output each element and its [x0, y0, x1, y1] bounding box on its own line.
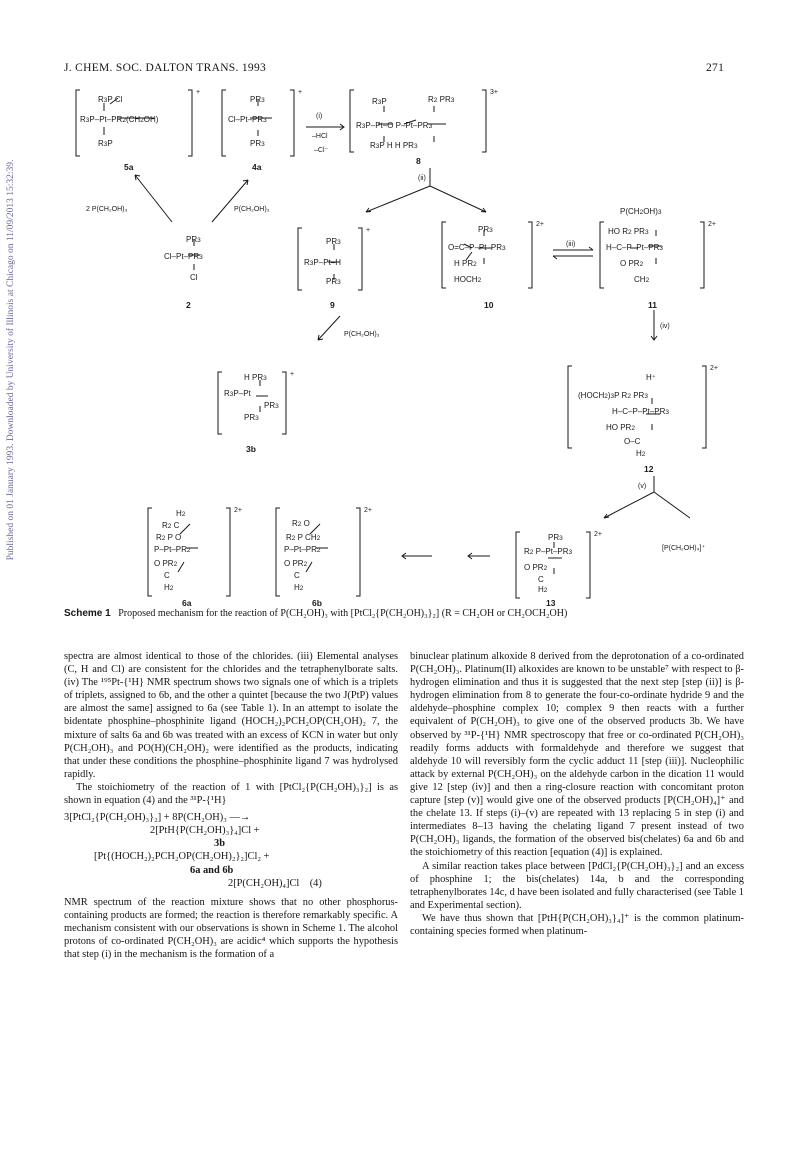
- compound-label-9: 9: [330, 300, 335, 310]
- svg-text:R2 P CH2: R2 P CH2: [286, 533, 321, 542]
- compound-label-5a: 5a: [124, 162, 134, 172]
- step-i-minus-hcl: –HCl: [312, 133, 328, 140]
- svg-text:H PR3: H PR3: [244, 373, 267, 382]
- svg-text:+: +: [290, 371, 295, 378]
- equation-number: (4): [309, 877, 322, 889]
- svg-text:R3P–Pt–O P–Pt–PR3: R3P–Pt–O P–Pt–PR3: [356, 121, 433, 130]
- svg-text:O–C: O–C: [624, 437, 641, 446]
- equation-4: [64, 811, 398, 890]
- caption-text: Proposed mechanism for the reaction of P(CH₂OH)₃ with [PtCl₂{P(CH₂OH)₃}₂] (R = CH₂OH or CH₂OCH₂OH): [118, 608, 568, 619]
- svg-text:2+: 2+: [708, 221, 716, 228]
- svg-text:PR3: PR3: [244, 413, 259, 422]
- svg-text:P(CH2OH)3: P(CH2OH)3: [620, 207, 662, 216]
- step-iii-label: (iii): [566, 241, 576, 248]
- svg-text:R2 O: R2 O: [292, 519, 310, 528]
- paragraph: We have thus shown that [PtH{P(CH₂OH)₃}₄]⁺ is the common platinum-containing species formed when platinum-: [410, 912, 744, 937]
- download-notice-text: Published on 01 January 1993. Downloaded by University of Illinois at Chicago on 11/09/2013 15:32:39.: [6, 159, 16, 561]
- compound-label-3b: 3b: [246, 444, 256, 454]
- svg-text:Cl: Cl: [190, 273, 198, 282]
- equation-label: 6a and 6b: [190, 864, 234, 876]
- structure-labels: [80, 89, 718, 594]
- svg-text:H2: H2: [294, 583, 304, 592]
- svg-text:R2 PR3: R2 PR3: [428, 95, 455, 104]
- svg-text:O PR2: O PR2: [284, 559, 308, 568]
- svg-text:O PR2: O PR2: [154, 559, 178, 568]
- svg-text:PR3: PR3: [250, 139, 265, 148]
- caption-label: Scheme 1: [64, 608, 111, 619]
- svg-text:PR3: PR3: [478, 225, 493, 234]
- svg-text:O=C–P–Pt–PR3: O=C–P–Pt–PR3: [448, 243, 506, 252]
- equation-label: 3b: [214, 838, 225, 850]
- paragraph: A similar reaction takes place between [PdCl₂{P(CH₂OH)₃}₂] and an excess of phosphine 1; the bis(chelates) 14a, b and the corresponding tetraphenylborates 14c, d have been isolated and fully characterised (see Table 1 and Experimental section).: [410, 860, 744, 911]
- svg-text:PR3: PR3: [326, 237, 341, 246]
- svg-text:H PR2: H PR2: [454, 259, 477, 268]
- compound-label-4a: 4a: [252, 162, 262, 172]
- svg-text:HO PR2: HO PR2: [606, 423, 635, 432]
- equation-line: [Pt{(HOCH₂)₂PCH₂OP(CH₂OH)₂}₂]Cl₂ +: [94, 851, 270, 863]
- svg-text:H2: H2: [176, 509, 186, 518]
- svg-text:2+: 2+: [364, 507, 372, 514]
- compound-numbers: [124, 156, 657, 608]
- right-column: [410, 650, 744, 938]
- svg-text:PR3: PR3: [250, 95, 265, 104]
- step-ii-label: (ii): [418, 175, 426, 182]
- svg-text:R3P Cl: R3P Cl: [98, 95, 123, 104]
- svg-text:R3P H H PR3: R3P H H PR3: [370, 141, 418, 150]
- svg-text:R2 P–Pt–PR3: R2 P–Pt–PR3: [524, 547, 573, 556]
- phosphine-reagent-9: P(CH₂OH)₃: [344, 331, 380, 338]
- svg-text:R3P: R3P: [372, 97, 387, 106]
- svg-text:R2 C: R2 C: [162, 521, 180, 530]
- svg-text:+: +: [298, 89, 303, 96]
- svg-text:Cl–Pt–PR3: Cl–Pt–PR3: [164, 252, 203, 261]
- svg-text:H2: H2: [164, 583, 174, 592]
- svg-text:HOCH2: HOCH2: [454, 275, 482, 284]
- phosphine-reagent: P(CH₂OH)₃: [234, 206, 270, 213]
- svg-text:R3P–Pt–PR2(CH2OH): R3P–Pt–PR2(CH2OH): [80, 115, 159, 124]
- left-column: [64, 650, 398, 961]
- svg-text:P–Pt–PR2: P–Pt–PR2: [154, 545, 191, 554]
- paragraph: spectra are almost identical to those of the chlorides. (iii) Elemental analyses (C, H and Cl) are consistent for the chlorides and the tetraphenylborate salts. (iv) The ¹⁹⁵Pt-{¹H} NMR spectrum shows two signals one of which is a triplets of triplets, assigned to 6b, and the other a quintet [because the two J(PtP) values are almost the same] assigned to 6a (see Table 1). In an attempt to isolate the bidentate phosphine–phosphinite ligand (HOCH₂)₂PCH₂OP(CH₂OH)₂ 7, the mixture of salts 6a and 6b was treated with an excess of KCN in water but only P(CH₂OH)₃ and PO(H)(CH₂OH)₂ were identified as the products, indicating that under these conditions the phosphine–phosphinite ligand 7 was hydrolysed rapidly.: [64, 651, 398, 780]
- step-v-label: (v): [638, 483, 647, 490]
- compound-label-10: 10: [484, 300, 494, 310]
- svg-text:O PR2: O PR2: [620, 259, 644, 268]
- compound-label-11: 11: [648, 300, 657, 310]
- svg-text:O PR2: O PR2: [524, 563, 548, 572]
- svg-text:CH2: CH2: [634, 275, 650, 284]
- svg-text:H2: H2: [538, 585, 548, 594]
- compound-label-2: 2: [186, 300, 191, 310]
- reagent-labels: [86, 113, 705, 552]
- svg-text:R2 P O: R2 P O: [156, 533, 182, 542]
- svg-text:3+: 3+: [490, 89, 498, 96]
- svg-text:P–Pt–PR2: P–Pt–PR2: [284, 545, 321, 554]
- compound-label-6b: 6b: [312, 598, 322, 608]
- svg-text:H–C–P–Pt–PR3: H–C–P–Pt–PR3: [612, 407, 669, 416]
- paragraph: The stoichiometry of the reaction of 1 with [PtCl₂{P(CH₂OH)₃}₂] is as shown in equation (4) and the ³¹P-{¹H}: [64, 781, 398, 807]
- svg-text:H2: H2: [636, 449, 646, 458]
- svg-text:2+: 2+: [234, 507, 242, 514]
- svg-text:PR3: PR3: [548, 533, 563, 542]
- step-i-minus-cl: –Cl⁻: [314, 147, 329, 154]
- svg-text:R3P: R3P: [98, 139, 113, 148]
- svg-text:H–C–P–Pt–PR3: H–C–P–Pt–PR3: [606, 243, 663, 252]
- equation-line: 3[PtCl₂{P(CH₂OH)₃}₂] + 8P(CH₂OH)₃ —→: [64, 812, 251, 824]
- paragraph: binuclear platinum alkoxide 8 derived from the deprotonation of a co-ordinated P(CH₂OH)₃. Platinum(II) alkoxides are known to be unstable⁷ with respect to β-hydrogen elimination and thus it is suggested that the next step [step (ii)] is β-hydrogen elimination from 8 to generate the four-co-ordinate hydride 9 and the aldehyde–phosphine complex 10; complex 9 then reacts with a further equivalent of P(CH₂OH)₃ to give one of the observed products 3b. We have observed by ³¹P-{¹H} NMR spectroscopy that free or co-ordinated P(CH₂OH)₃ readily forms adducts with formaldehyde and therefore we suggest that aldehyde 10 will reversibly form the cyclic adduct 11 [step (iii)]. Nucleophilic attack by external P(CH₂OH)₃ on the aldehyde carbon in the dication 11 would give 12 [step (iv)] and then a ring-closure reaction with concomitant proton capture [step (v)] would give one of the observed products [P(CH₂OH)₄]⁺ and the chelate 13. If steps (i)–(v) are repeated with 13 replacing 5 in step (i) and intermediates 8–13 having the chelating ligand 7 present instead of two P(CH₂OH)₃ ligands, the formation of the observed bis(chelates) 6a and 6b and the stoichiometry of this reaction [equation (4)] is explained.: [410, 651, 744, 859]
- scheme-caption: [64, 608, 744, 619]
- svg-text:C: C: [164, 571, 170, 580]
- compound-label-12: 12: [644, 464, 654, 474]
- equation-line: 2[P(CH₂OH)₄]Cl: [228, 877, 300, 889]
- svg-text:H⁺: H⁺: [646, 373, 656, 382]
- svg-text:C: C: [294, 571, 300, 580]
- svg-text:2+: 2+: [710, 365, 718, 372]
- step-iv-label: (iv): [660, 323, 670, 330]
- two-phosphine-reagent: 2 P(CH₂OH)₃: [86, 206, 128, 213]
- compound-label-6a: 6a: [182, 598, 192, 608]
- svg-text:C: C: [538, 575, 544, 584]
- svg-text:HO R2 PR3: HO R2 PR3: [608, 227, 649, 236]
- svg-text:R3P–Pt: R3P–Pt: [224, 389, 251, 398]
- equation-line: 2[PtH{P(CH₂OH)₃}₄]Cl +: [150, 825, 260, 837]
- compound-label-13: 13: [546, 598, 556, 608]
- phosphonium-product: [P(CH₂OH)₄]⁺: [662, 545, 706, 552]
- step-i-label: (i): [316, 113, 323, 120]
- svg-text:PR3: PR3: [264, 401, 279, 410]
- svg-text:+: +: [196, 89, 201, 96]
- journal-header: J. CHEM. SOC. DALTON TRANS. 1993: [64, 62, 267, 74]
- compound-label-8: 8: [416, 156, 421, 166]
- svg-text:+: +: [366, 227, 371, 234]
- svg-text:2+: 2+: [594, 531, 602, 538]
- paragraph: NMR spectrum of the reaction mixture shows that no other phosphorus-containing products are formed; the reaction is therefore remarkably specific. A mechanism consistent with our observations is shown in Scheme 1. The alcohol protons of co-ordinated P(CH₂OH)₃ are acidic⁴ which supports the hypothesis that step (i) in the mechanism is the formation of a: [64, 896, 398, 961]
- svg-text:PR3: PR3: [326, 277, 341, 286]
- svg-text:2+: 2+: [536, 221, 544, 228]
- svg-text:Cl–Pt–PR3: Cl–Pt–PR3: [228, 115, 267, 124]
- page-number: 271: [706, 62, 725, 74]
- svg-text:(HOCH2)3P R2 PR3: (HOCH2)3P R2 PR3: [578, 391, 648, 400]
- svg-text:PR3: PR3: [186, 235, 201, 244]
- svg-text:R3P–Pt–H: R3P–Pt–H: [304, 258, 341, 267]
